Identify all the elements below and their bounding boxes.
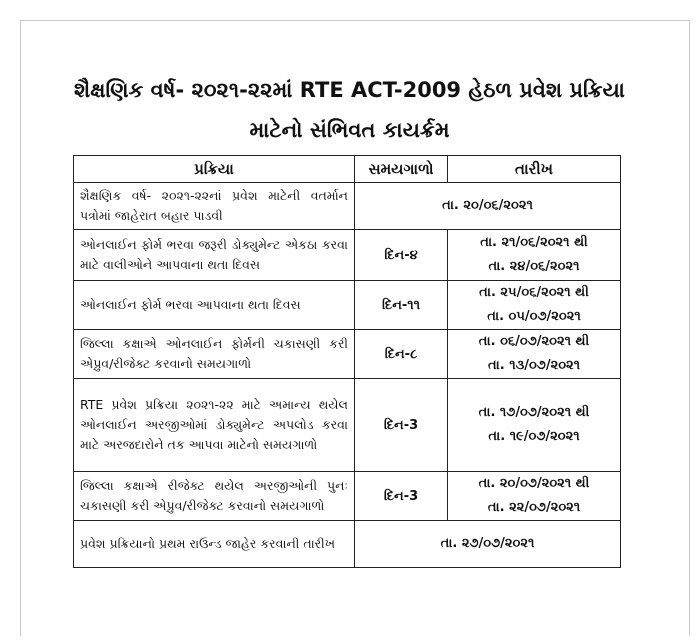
date-cell bbox=[448, 379, 621, 472]
table-row bbox=[74, 521, 621, 568]
date-cell bbox=[448, 472, 621, 521]
duration-cell: દિન-૪ bbox=[355, 230, 448, 281]
process-cell: શૈક્ષણિક વર્ષ- ૨૦૨૧-૨૨નાં પ્રવેશ માટેની વતર્માન પત્રોમાં જાહેરાત બહાર પાડવી bbox=[74, 183, 355, 230]
process-cell: RTE પ્રવેશ પ્રક્રિયા ૨૦૨૧-૨૨ માટે અમાન્ય થયેલ ઓનલાઈન અરજીઓમાં ડોક્યુમેન્ટ અપલોડ કરવા માટે અરજદારોને તક આપવા માટેનો સમયગાળો bbox=[74, 379, 355, 472]
table-row bbox=[74, 183, 621, 230]
process-cell: જિલ્લા કક્ષાએ રીજેક્ટ થયેલ અરજીઓની પુનઃ ચકાસણી કરી એપ્રુવ/રીજેક્ટ કરવાનો સમયગાળો bbox=[74, 472, 355, 521]
table-row bbox=[74, 472, 621, 521]
duration-cell: દિન-3 bbox=[355, 472, 448, 521]
header-date: તારીખ bbox=[448, 156, 621, 183]
date-from: તા. ૨૫/૦૬/૨૦૨૧ થી bbox=[479, 285, 589, 300]
duration-cell: દિન-૮ bbox=[355, 330, 448, 379]
date-cell bbox=[355, 183, 621, 230]
process-cell: ઓનલાઈન ફોર્મ ભરવા આપવાના થતા દિવસ bbox=[74, 281, 355, 330]
date-cell bbox=[448, 330, 621, 379]
date-from: તા. ૨૦/૦૭/૨૦૨૧ થી bbox=[478, 476, 590, 491]
table-header-row bbox=[74, 156, 621, 183]
document-title-line1: શૈક્ષણિક વર્ષ- ૨૦૨૧-૨૨માં RTE ACT-2009 હેઠળ પ્રવેશ પ્રક્રિયા bbox=[74, 78, 625, 102]
process-cell: જિલ્લા કક્ષાએ ઓનલાઈન ફોર્મની ચકાસણી કરી એપ્રુવ/રીજેક્ટ કરવાનો સમયગાળો bbox=[74, 330, 355, 379]
admission-schedule-table bbox=[73, 155, 621, 568]
date-cell bbox=[448, 230, 621, 281]
date-cell bbox=[448, 281, 621, 330]
date-to: તા. ૨૨/૦૭/૨૦૨૧ bbox=[487, 500, 581, 515]
date-from: તા. ૦૬/૦૭/૨૦૨૧ થી bbox=[478, 334, 590, 349]
date-from: તા. ૨૧/૦૬/૨૦૨૧ થી bbox=[480, 235, 588, 250]
table-row bbox=[74, 281, 621, 330]
process-cell: ઓનલાઈન ફોર્મ ભરવા જરૂરી ડોક્યુમેન્ટ એકઠા કરવા માટે વાલીઓને આપવાના થતા દિવસ bbox=[74, 230, 355, 281]
duration-cell: દિન-૧૧ bbox=[355, 281, 448, 330]
table-row bbox=[74, 379, 621, 472]
date-from: તા. ૨૭/૦૭/૨૦૨૧ bbox=[440, 536, 535, 551]
duration-cell: દિન-3 bbox=[355, 379, 448, 472]
header-duration: સમયગાળો bbox=[355, 156, 448, 183]
table-row bbox=[74, 330, 621, 379]
date-to: તા. ૧૩/૦૭/૨૦૨૧ bbox=[487, 358, 581, 373]
date-from: તા. ૧૭/૦૭/૨૦૨૧ થી bbox=[478, 405, 590, 420]
process-cell: પ્રવેશ પ્રક્રિયાનો પ્રથમ રાઉન્ડ જાહેર કરવાની તારીખ bbox=[74, 521, 355, 568]
date-to: તા. ૦૫/૦૭/૨૦૨૧ bbox=[487, 309, 581, 324]
date-cell bbox=[355, 521, 621, 568]
date-to: તા. ૨૪/૦૬/૨૦૨૧ bbox=[488, 259, 580, 274]
header-process: પ્રક્રિયા bbox=[74, 156, 355, 183]
table-row bbox=[74, 230, 621, 281]
date-from: તા. ૨૦/૦૬/૨૦૨૧ bbox=[442, 198, 533, 213]
date-to: તા. ૧૯/૦૭/૨૦૨૧ bbox=[488, 429, 580, 444]
document-title-line2: માટેનો સંભિવત કાયર્ક્રમ bbox=[249, 118, 450, 142]
